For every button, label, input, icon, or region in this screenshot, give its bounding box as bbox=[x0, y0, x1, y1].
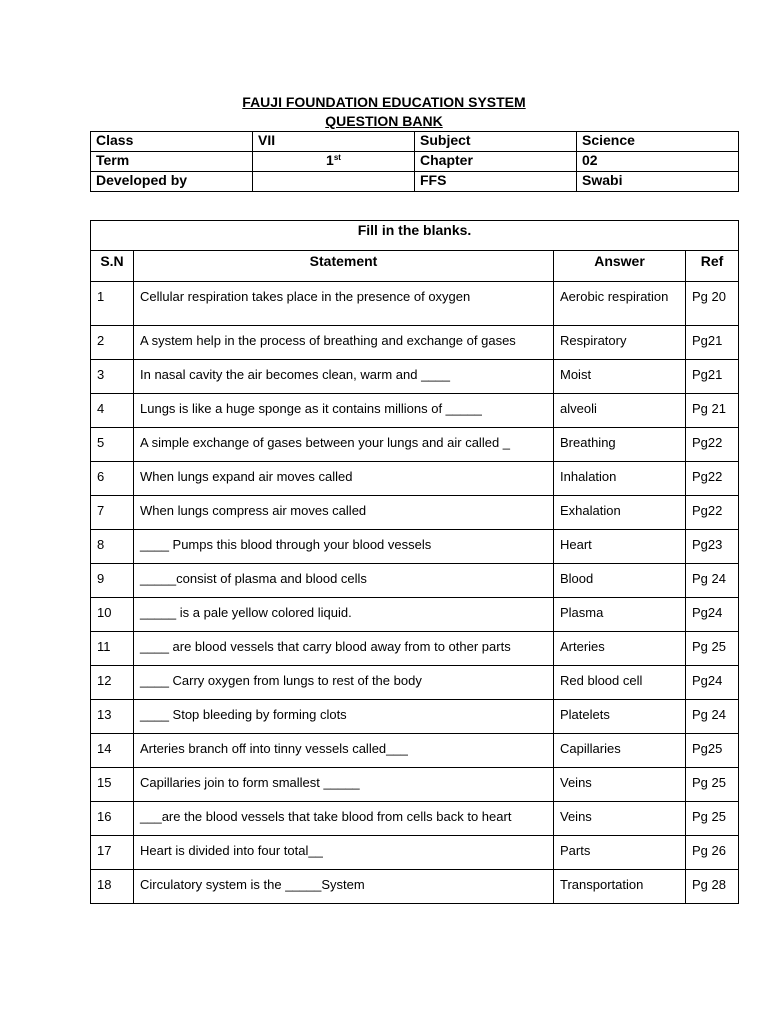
table-row bbox=[91, 802, 739, 836]
cell-sn: 13 bbox=[91, 700, 134, 734]
cell-sn: 12 bbox=[91, 666, 134, 700]
cell-answer: Arteries bbox=[554, 632, 686, 666]
cell-sn: 3 bbox=[91, 360, 134, 394]
cell-statement: A system help in the process of breathing and exchange of gases bbox=[134, 326, 554, 360]
table-row bbox=[91, 734, 739, 768]
cell-answer: Veins bbox=[554, 802, 686, 836]
cell-answer: Parts bbox=[554, 836, 686, 870]
table-header-row bbox=[91, 251, 739, 282]
cell-answer: Transportation bbox=[554, 870, 686, 904]
cell-ref: Pg23 bbox=[686, 530, 739, 564]
cell-statement: _____ is a pale yellow colored liquid. bbox=[134, 598, 554, 632]
subject-value: Science bbox=[577, 132, 739, 152]
cell-statement: When lungs expand air moves called bbox=[134, 462, 554, 496]
cell-answer: Respiratory bbox=[554, 326, 686, 360]
table-row bbox=[91, 462, 739, 496]
table-row bbox=[91, 326, 739, 360]
cell-answer: alveoli bbox=[554, 394, 686, 428]
cell-sn: 1 bbox=[91, 282, 134, 326]
table-row bbox=[91, 564, 739, 598]
cell-sn: 4 bbox=[91, 394, 134, 428]
cell-sn: 15 bbox=[91, 768, 134, 802]
table-caption-row bbox=[91, 221, 739, 251]
term-value bbox=[253, 152, 415, 172]
cell-answer: Red blood cell bbox=[554, 666, 686, 700]
cell-ref: Pg 24 bbox=[686, 564, 739, 598]
cell-sn: 8 bbox=[91, 530, 134, 564]
info-row-developed bbox=[91, 172, 739, 192]
cell-answer: Plasma bbox=[554, 598, 686, 632]
chapter-label: Chapter bbox=[415, 152, 577, 172]
cell-ref: Pg 21 bbox=[686, 394, 739, 428]
info-row-term bbox=[91, 152, 739, 172]
info-table bbox=[90, 131, 739, 192]
table-caption: Fill in the blanks. bbox=[91, 221, 739, 251]
cell-answer: Blood bbox=[554, 564, 686, 598]
questions-table bbox=[90, 220, 739, 904]
term-number: 1 bbox=[326, 152, 334, 168]
term-label: Term bbox=[91, 152, 253, 172]
cell-sn: 10 bbox=[91, 598, 134, 632]
cell-ref: Pg24 bbox=[686, 666, 739, 700]
cell-answer: Heart bbox=[554, 530, 686, 564]
table-row bbox=[91, 700, 739, 734]
cell-ref: Pg 28 bbox=[686, 870, 739, 904]
table-row bbox=[91, 666, 739, 700]
table-row bbox=[91, 768, 739, 802]
cell-statement: Capillaries join to form smallest _____ bbox=[134, 768, 554, 802]
cell-sn: 9 bbox=[91, 564, 134, 598]
cell-statement: In nasal cavity the air becomes clean, warm and ____ bbox=[134, 360, 554, 394]
cell-ref: Pg22 bbox=[686, 462, 739, 496]
cell-statement: ____ Pumps this blood through your blood vessels bbox=[134, 530, 554, 564]
cell-sn: 2 bbox=[91, 326, 134, 360]
cell-statement: ____ Stop bleeding by forming clots bbox=[134, 700, 554, 734]
document-title: FAUJI FOUNDATION EDUCATION SYSTEM bbox=[242, 94, 526, 110]
cell-ref: Pg22 bbox=[686, 496, 739, 530]
cell-ref: Pg24 bbox=[686, 598, 739, 632]
cell-answer: Platelets bbox=[554, 700, 686, 734]
cell-ref: Pg 20 bbox=[686, 282, 739, 326]
ffs-label: FFS bbox=[415, 172, 577, 192]
cell-answer: Capillaries bbox=[554, 734, 686, 768]
cell-sn: 6 bbox=[91, 462, 134, 496]
document-subtitle: QUESTION BANK bbox=[325, 113, 443, 129]
developed-by-value bbox=[253, 172, 415, 192]
column-header-sn: S.N bbox=[91, 251, 134, 282]
cell-ref: Pg 25 bbox=[686, 802, 739, 836]
cell-ref: Pg21 bbox=[686, 360, 739, 394]
column-header-statement: Statement bbox=[134, 251, 554, 282]
developed-by-label: Developed by bbox=[91, 172, 253, 192]
cell-statement: Lungs is like a huge sponge as it contains millions of _____ bbox=[134, 394, 554, 428]
cell-ref: Pg21 bbox=[686, 326, 739, 360]
table-row bbox=[91, 836, 739, 870]
cell-statement: ____ Carry oxygen from lungs to rest of the body bbox=[134, 666, 554, 700]
cell-answer: Aerobic respiration bbox=[554, 282, 686, 326]
table-row bbox=[91, 360, 739, 394]
cell-ref: Pg 25 bbox=[686, 632, 739, 666]
cell-sn: 5 bbox=[91, 428, 134, 462]
table-row bbox=[91, 282, 739, 326]
info-row-class bbox=[91, 132, 739, 152]
cell-statement: _____consist of plasma and blood cells bbox=[134, 564, 554, 598]
table-row bbox=[91, 598, 739, 632]
cell-answer: Exhalation bbox=[554, 496, 686, 530]
cell-sn: 18 bbox=[91, 870, 134, 904]
cell-ref: Pg 24 bbox=[686, 700, 739, 734]
term-ordinal: st bbox=[333, 153, 341, 162]
cell-sn: 7 bbox=[91, 496, 134, 530]
table-row bbox=[91, 394, 739, 428]
table-row bbox=[91, 870, 739, 904]
cell-statement: Circulatory system is the _____System bbox=[134, 870, 554, 904]
cell-ref: Pg25 bbox=[686, 734, 739, 768]
class-label: Class bbox=[91, 132, 253, 152]
table-row bbox=[91, 632, 739, 666]
cell-ref: Pg 25 bbox=[686, 768, 739, 802]
cell-ref: Pg22 bbox=[686, 428, 739, 462]
table-row bbox=[91, 530, 739, 564]
table-row bbox=[91, 428, 739, 462]
cell-statement: ____ are blood vessels that carry blood away from to other parts bbox=[134, 632, 554, 666]
cell-ref: Pg 26 bbox=[686, 836, 739, 870]
table-row bbox=[91, 496, 739, 530]
cell-sn: 17 bbox=[91, 836, 134, 870]
subject-label: Subject bbox=[415, 132, 577, 152]
cell-answer: Veins bbox=[554, 768, 686, 802]
cell-statement: Cellular respiration takes place in the presence of oxygen bbox=[134, 282, 554, 326]
cell-statement: Arteries branch off into tinny vessels called___ bbox=[134, 734, 554, 768]
cell-sn: 14 bbox=[91, 734, 134, 768]
cell-statement: When lungs compress air moves called bbox=[134, 496, 554, 530]
cell-answer: Inhalation bbox=[554, 462, 686, 496]
cell-answer: Breathing bbox=[554, 428, 686, 462]
column-header-answer: Answer bbox=[554, 251, 686, 282]
chapter-value: 02 bbox=[577, 152, 739, 172]
column-header-ref: Ref bbox=[686, 251, 739, 282]
cell-sn: 11 bbox=[91, 632, 134, 666]
cell-statement: Heart is divided into four total__ bbox=[134, 836, 554, 870]
cell-sn: 16 bbox=[91, 802, 134, 836]
cell-statement: A simple exchange of gases between your lungs and air called _ bbox=[134, 428, 554, 462]
location-value: Swabi bbox=[577, 172, 739, 192]
class-value: VII bbox=[253, 132, 415, 152]
cell-answer: Moist bbox=[554, 360, 686, 394]
cell-statement: ___are the blood vessels that take blood from cells back to heart bbox=[134, 802, 554, 836]
